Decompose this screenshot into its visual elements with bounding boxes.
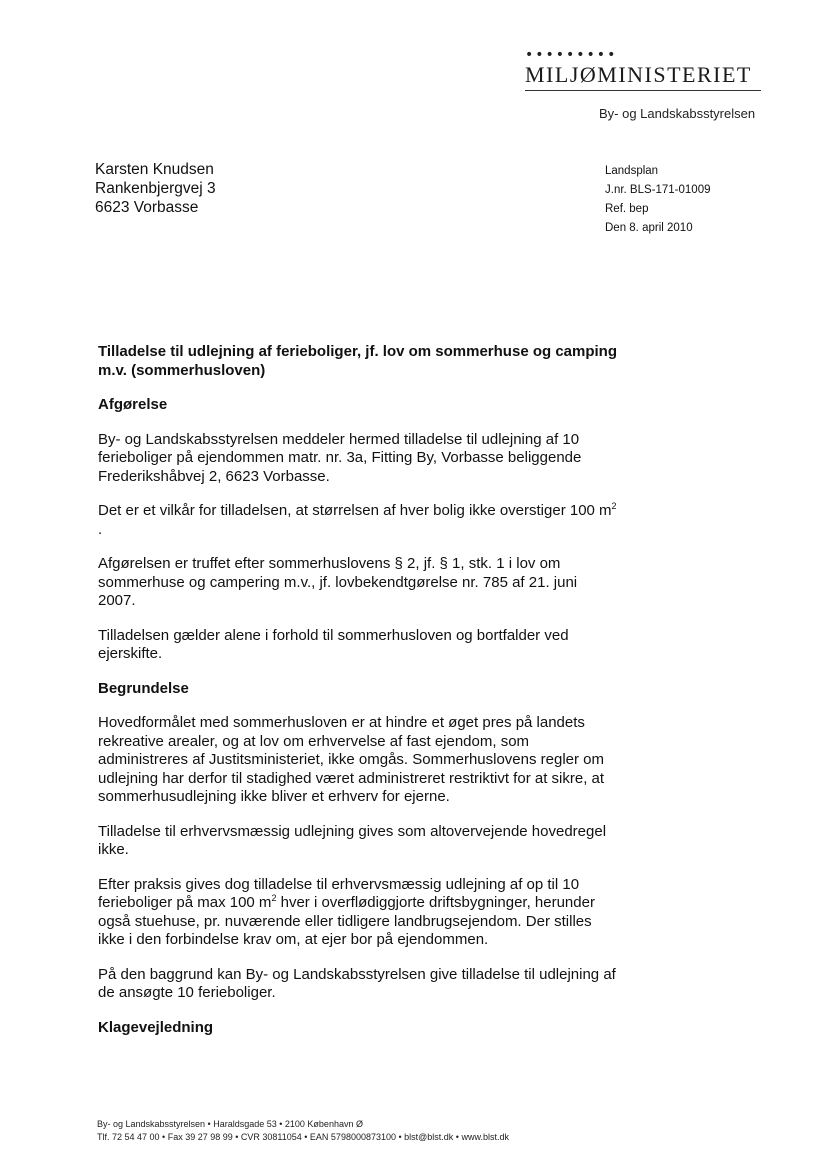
practice-superscript: 2 — [271, 893, 277, 903]
paragraph-condition — [98, 502, 618, 539]
footer-address: By- og Landskabsstyrelsen • Haraldsgade 53 • 2100 København Ø — [97, 1119, 363, 1129]
reference-department: Landsplan — [605, 165, 659, 177]
recipient-name: Karsten Knudsen — [95, 161, 214, 178]
paragraph-decision: By- og Landskabsstyrelsen meddeler hermed tilladelse til udlejning af 10 ferieboliger på ejendommen matr. nr. 3a, Fitting By, Vorbasse beliggende Frederikshåbvej 2, 6623 Vorbasse. — [98, 430, 582, 485]
recipient-city: 6623 Vorbasse — [95, 199, 199, 216]
paragraph-purpose: Hovedformålet med sommerhusloven er at hindre et øget pres på landets rekreative arealer, og at lov om erhvervelse af fast ejendom, som administreres af Justitsministeriet, ikke omgås. Sommerhuslovens regler om udlejning har derfor til stadighed været administreret restriktivt for at sikre, at sommerhusudlejning ikke bliver et erhverv for ejerne. — [98, 714, 605, 805]
ministry-name: MILJØMINISTERIET — [525, 62, 752, 87]
footer-contact: Tlf. 72 54 47 00 • Fax 39 27 98 99 • CVR 30811054 • EAN 5798000873100 • blst@blst.dk • www.blst.dk — [97, 1132, 509, 1142]
condition-text: Det er et vilkår for tilladelsen, at størrelsen af hver bolig ikke overstiger 100 m — [98, 502, 612, 519]
reference-ref: Ref. bep — [605, 203, 649, 215]
reference-block — [605, 162, 711, 238]
heading-klagevejledning: Klagevejledning — [98, 1018, 214, 1036]
condition-superscript: 2 — [611, 501, 617, 511]
paragraph-practice — [98, 876, 618, 950]
reference-journal: J.nr. BLS-171-01009 — [605, 184, 711, 196]
heading-afgorelse: Afgørelse — [98, 396, 168, 413]
heading-begrundelse: Begrundelse — [98, 679, 189, 697]
practice-text-b: hver i overflødiggjorte driftsbygninger, herunder også stuehuse, pr. nuværende eller tidligere landbrugsejendom. Der stilles ikke i den forbindelse krav om, at ejer bor på ejendommen. — [98, 894, 595, 948]
letter-footer — [97, 1118, 509, 1144]
reference-date: Den 8. april 2010 — [605, 222, 693, 234]
condition-end: . — [98, 520, 103, 538]
letter-title: Tilladelse til udlejning af ferieboliger, jf. lov om sommerhuse og camping m.v. (sommerhusloven) — [98, 343, 617, 379]
paragraph-conclusion: På den baggrund kan By- og Landskabsstyrelsen give tilladelse til udlejning af de ansøgte 10 ferieboliger. — [98, 965, 616, 1001]
logo-dots: ••••••••• — [525, 47, 618, 63]
recipient-address — [95, 160, 216, 217]
logo-rule — [525, 90, 761, 91]
agency-name: By- og Landskabsstyrelsen — [599, 106, 756, 121]
paragraph-validity: Tilladelsen gælder alene i forhold til sommerhusloven og bortfalder ved ejerskifte. — [98, 626, 569, 662]
practice-text-a: Efter praksis gives dog tilladelse til erhvervsmæssig udlejning af op til 10 ferieboliger på max 100 m — [98, 875, 580, 911]
paragraph-main-rule: Tilladelse til erhvervsmæssig udlejning gives som altovervejende hovedregel ikke. — [98, 822, 607, 858]
letter-body — [98, 343, 618, 1053]
paragraph-legal-basis: Afgørelsen er truffet efter sommerhuslovens § 2, jf. § 1, stk. 1 i lov om sommerhuse og campering m.v., jf. lovbekendtgørelse nr. 785 af 21. juni 2007. — [98, 555, 578, 609]
recipient-street: Rankenbjergvej 3 — [95, 180, 216, 197]
